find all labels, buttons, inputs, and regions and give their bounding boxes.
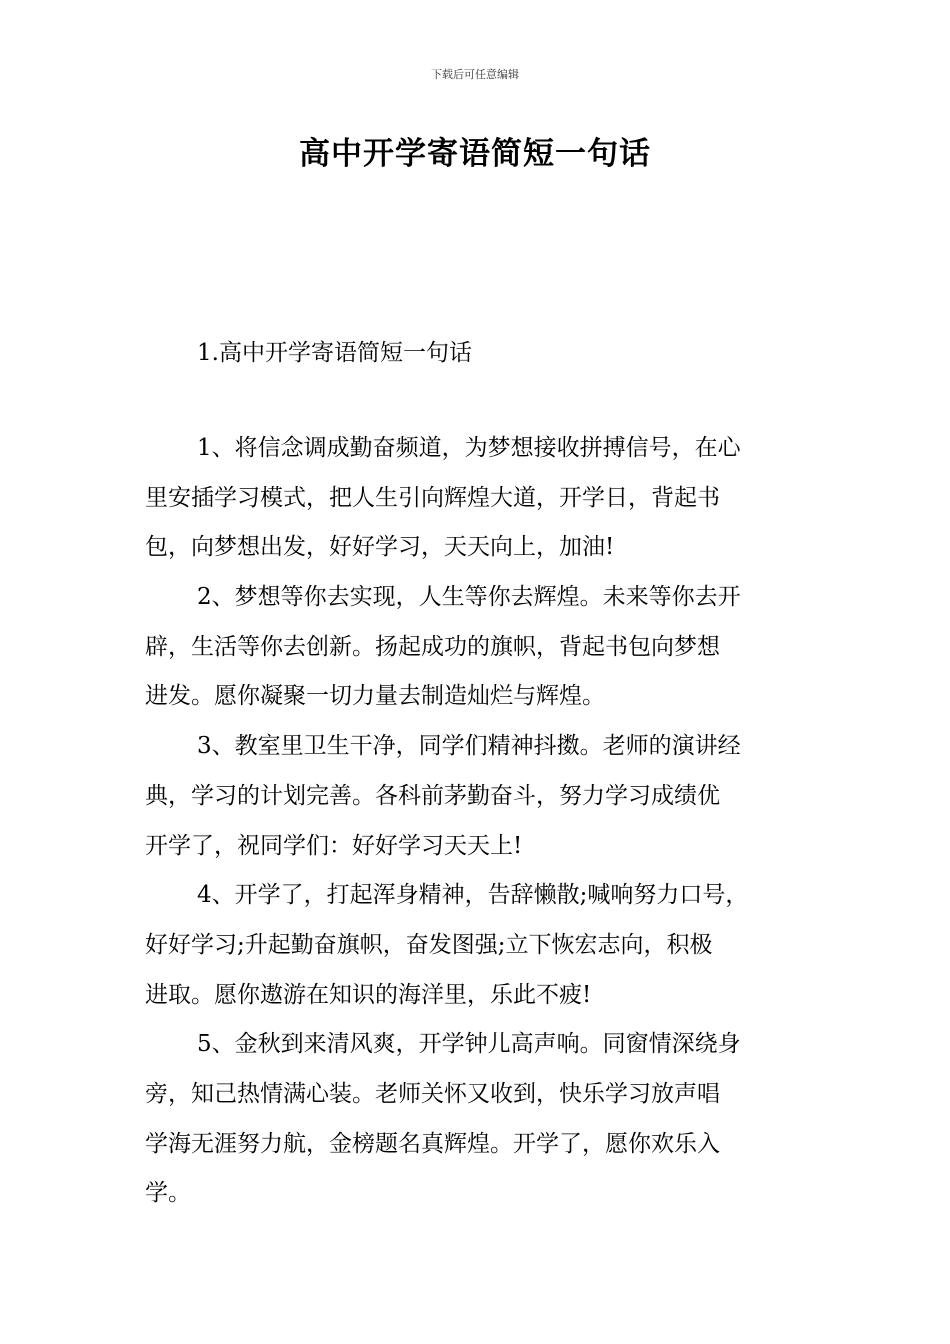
text-line: 进取。愿你遨游在知识的海洋里，乐此不疲! <box>145 981 592 1008</box>
text-line: 1、将信念调成勤奋频道，为梦想接收拼搏信号，在心 <box>197 435 741 461</box>
header-note: 下载后可任意编辑 <box>431 68 519 81</box>
text-line: 4、开学了，打起浑身精神，告辞懒散;喊响努力口号， <box>197 882 749 909</box>
text-line: 典，学习的计划完善。各科前茅勤奋斗，努力学习成绩优 <box>145 782 720 809</box>
text-line: 开学了，祝同学们：好好学习天天上! <box>145 832 523 859</box>
text-line: 辟，生活等你去创新。扬起成功的旗帜，背起书包向梦想 <box>145 633 720 660</box>
paragraph-5 <box>145 1020 815 1219</box>
text-line: 进发。愿你凝聚一切力量去制造灿烂与辉煌。 <box>145 683 605 710</box>
text-line: 2、梦想等你去实现，人生等你去辉煌。未来等你去开 <box>197 584 741 611</box>
paragraph-3 <box>145 722 815 871</box>
text-line: 旁，知己热情满心装。老师关怀又收到，快乐学习放声唱 <box>145 1080 720 1107</box>
text-line: 好好学习;升起勤奋旗帜，奋发图强;立下恢宏志向，积极 <box>145 931 713 958</box>
page-title: 高中开学寄语简短一句话 <box>299 136 651 172</box>
document-body <box>145 424 815 1219</box>
paragraph-1 <box>145 424 815 573</box>
paragraph-4 <box>145 871 815 1020</box>
text-line: 学。 <box>145 1180 191 1207</box>
text-line: 包，向梦想出发，好好学习，天天向上，加油! <box>145 534 615 561</box>
paragraph-2 <box>145 573 815 722</box>
text-line: 3、教室里卫生干净，同学们精神抖擞。老师的演讲经 <box>197 733 741 760</box>
text-line: 学海无涯努力航，金榜题名真辉煌。开学了，愿你欢乐入 <box>145 1130 720 1157</box>
section-heading: 1.高中开学寄语简短一句话 <box>197 340 472 366</box>
text-line: 里安插学习模式，把人生引向辉煌大道，开学日，背起书 <box>145 484 720 511</box>
text-line: 5、金秋到来清风爽，开学钟儿高声响。同窗情深绕身 <box>197 1031 741 1058</box>
